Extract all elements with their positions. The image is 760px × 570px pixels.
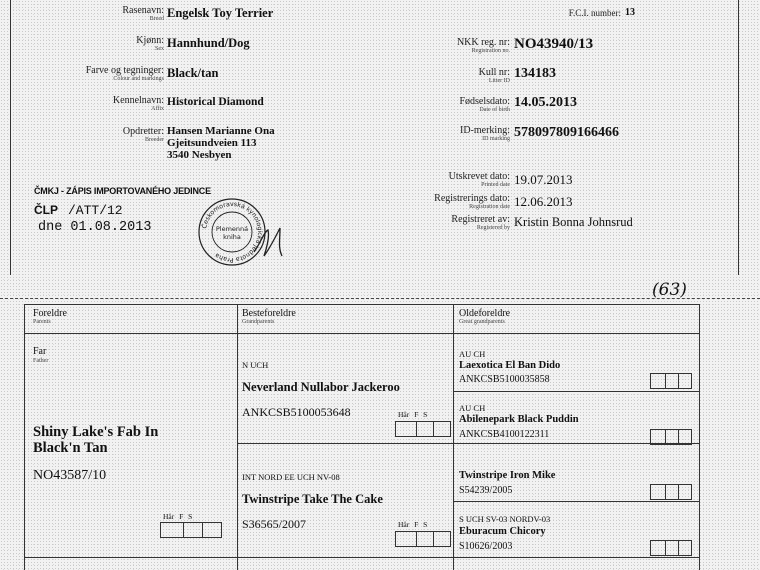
col-greatgrandparents-head: Oldeforeldre Great grandparents bbox=[459, 308, 511, 325]
registrar-label: Registreret av: Registered by bbox=[451, 214, 510, 231]
stamp-clp-value: /ATT/12 bbox=[68, 203, 123, 218]
gp1-reg: ANKCSB5100053648 bbox=[242, 405, 351, 419]
table-bottom-line bbox=[24, 557, 700, 558]
dob-value: 14.05.2013 bbox=[514, 95, 577, 110]
ggp1-boxes bbox=[650, 373, 692, 389]
id-label: ID-merking: ID marking bbox=[460, 125, 510, 142]
ggp4-reg: S10626/2003 bbox=[459, 541, 513, 552]
table-top-border bbox=[24, 304, 700, 305]
table-right-border bbox=[699, 304, 700, 570]
breed-label: Rasenavn: Breed bbox=[122, 5, 164, 22]
col-grandparents-head: Besteforeldre Grandparents bbox=[242, 308, 296, 325]
gp1-hfs-boxes bbox=[395, 421, 451, 437]
fci-value: 13 bbox=[625, 7, 635, 18]
gp-divider bbox=[237, 443, 453, 444]
seal-ring-text: Českomoravská kynologická jednota Praha bbox=[201, 200, 264, 264]
gp1-hfs-label: Hår F S bbox=[398, 410, 428, 419]
stamp-date: dne 01.08.2013 bbox=[38, 220, 152, 235]
sire-sub-label: Father bbox=[33, 358, 49, 364]
ggp4-boxes bbox=[650, 540, 692, 556]
frame-right-line bbox=[738, 0, 739, 275]
regdate-value: 12.06.2013 bbox=[514, 194, 573, 209]
signature bbox=[250, 222, 290, 262]
kennel-value: Historical Diamond bbox=[167, 96, 264, 108]
handwritten-number: (63) bbox=[652, 280, 687, 300]
table-divider-2 bbox=[453, 304, 454, 570]
gp2-hfs-label: Hår F S bbox=[398, 520, 428, 529]
frame-left-line bbox=[10, 0, 11, 275]
ggp3-name: Twinstripe Iron Mike bbox=[459, 470, 556, 481]
table-header-bottom bbox=[24, 333, 700, 334]
ggp1-reg: ANKCSB5100035858 bbox=[459, 374, 550, 385]
stamp-title: ČMKJ - ZÁPIS IMPORTOVANÉHO JEDINCE bbox=[34, 186, 211, 196]
ggp2-reg: ANKCSB4100122311 bbox=[459, 429, 550, 440]
col-parents-head: Foreldre Parents bbox=[33, 308, 67, 325]
ggp2-name: Abilenepark Black Puddin bbox=[459, 414, 579, 425]
fci-label: F.C.I. number: bbox=[568, 8, 621, 18]
nkk-value: NO43940/13 bbox=[514, 36, 594, 52]
dob-label: Fødselsdato: Date of birth bbox=[459, 96, 510, 113]
ggp3-reg: S54239/2005 bbox=[459, 485, 513, 496]
gp2-titles: INT NORD EE UCH NV-08 bbox=[242, 472, 340, 482]
gp2-hfs-boxes bbox=[395, 531, 451, 547]
sire-hfs-label: Hår F S bbox=[163, 512, 193, 521]
color-label: Farve og tegninger: Colour and markings bbox=[85, 65, 164, 82]
sire-name: Shiny Lake's Fab In Black'n Tan bbox=[33, 424, 159, 456]
printed-value: 19.07.2013 bbox=[514, 172, 573, 187]
ggp2-titles: AU CH bbox=[459, 403, 486, 413]
breeder-address-line2: 3540 Nesbyen bbox=[167, 149, 232, 161]
seal-center-line2: kniha bbox=[223, 233, 241, 241]
id-value: 578097809166466 bbox=[514, 125, 619, 140]
ggp3-boxes bbox=[650, 484, 692, 500]
registrar-value: Kristin Bonna Johnsrud bbox=[514, 215, 633, 229]
sire-reg: NO43587/10 bbox=[33, 468, 107, 483]
gp1-name: Neverland Nullabor Jackeroo bbox=[242, 380, 400, 394]
fold-line bbox=[0, 298, 760, 299]
ggp1-titles: AU CH bbox=[459, 349, 486, 359]
sex-label: Kjønn: Sex bbox=[136, 35, 164, 52]
kennel-label: Kennelnavn: Affix bbox=[112, 95, 164, 112]
sex-value: Hannhund/Dog bbox=[167, 36, 250, 50]
ggp1-name: Laexotica El Ban Dido bbox=[459, 360, 561, 371]
ggp4-name: Eburacum Chicory bbox=[459, 526, 546, 537]
breed-value: Engelsk Toy Terrier bbox=[167, 6, 274, 20]
regdate-label: Registrerings dato: Registration date bbox=[434, 193, 510, 210]
ggp-divider-1 bbox=[453, 391, 699, 392]
litter-value: 134183 bbox=[514, 66, 556, 81]
litter-label: Kull nr: Litter ID bbox=[478, 67, 510, 84]
stamp-clp-label: ČLP bbox=[34, 203, 58, 217]
nkk-label: NKK reg. nr: Registration no. bbox=[456, 37, 510, 54]
breeder-label: Opdretter: Breeder bbox=[122, 126, 164, 143]
color-value: Black/tan bbox=[167, 66, 219, 80]
breeder-address-line1: Gjeitsundveien 113 bbox=[167, 137, 257, 149]
ggp4-titles: S UCH SV-03 NORDV-03 bbox=[459, 514, 551, 524]
ggp2-boxes bbox=[650, 429, 692, 445]
table-left-border bbox=[24, 304, 25, 570]
gp2-name: Twinstripe Take The Cake bbox=[242, 492, 383, 506]
breeder-name: Hansen Marianne Ona bbox=[167, 125, 275, 137]
gp2-reg: S36565/2007 bbox=[242, 517, 307, 531]
table-divider-1 bbox=[237, 304, 238, 570]
ggp-divider-3 bbox=[453, 501, 699, 502]
seal-center-line1: Plemenná bbox=[215, 225, 249, 233]
printed-label: Utskrevet dato: Printed date bbox=[448, 171, 510, 188]
gp1-titles: N UCH bbox=[242, 360, 269, 370]
sire-label: Far bbox=[33, 346, 47, 357]
sire-hfs-boxes bbox=[160, 522, 222, 538]
